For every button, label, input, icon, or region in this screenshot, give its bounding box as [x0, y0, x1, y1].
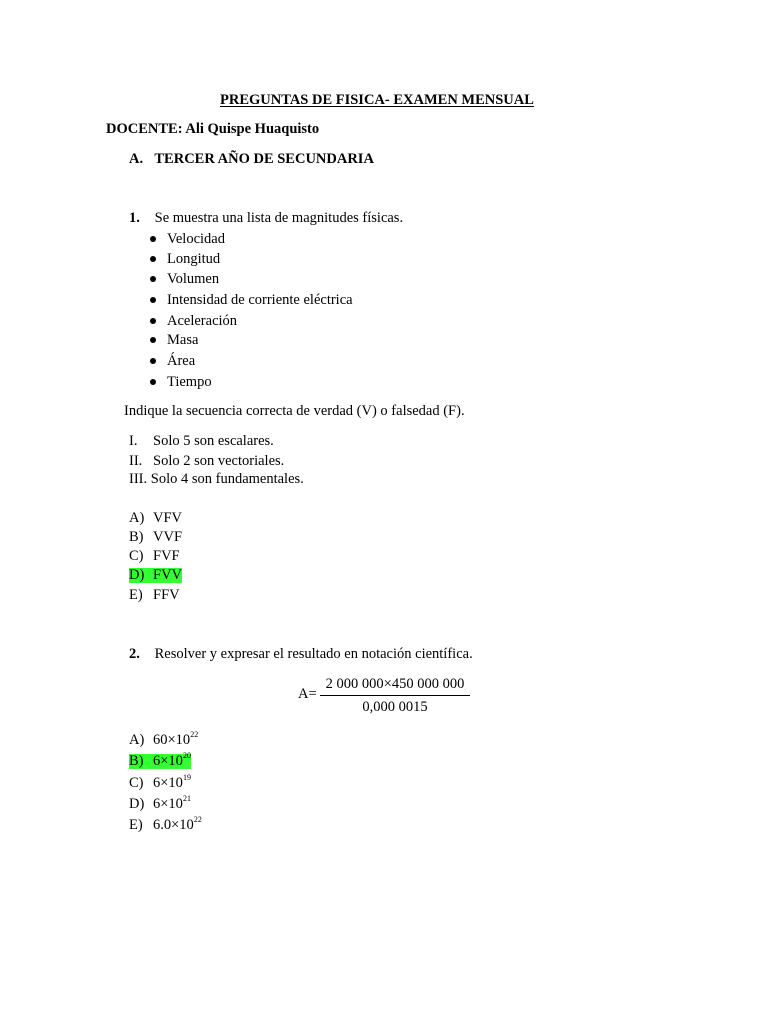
answer-option-highlighted — [129, 751, 191, 769]
list-item-text: Tiempo — [167, 374, 212, 390]
option-label: A) — [129, 510, 145, 526]
option-base: 6×10 — [153, 796, 183, 812]
proposition-row — [129, 434, 274, 449]
page-title: PREGUNTAS DE FISICA- EXAMEN MENSUAL — [220, 92, 534, 108]
section-title: TERCER AÑO DE SECUNDARIA — [154, 151, 374, 167]
proposition-text: Solo 4 son fundamentales. — [150, 471, 304, 487]
option-label: B) — [129, 753, 144, 769]
option-text: FFV — [153, 587, 180, 603]
list-item — [150, 333, 198, 348]
question-2-statement — [129, 647, 473, 662]
option-text: VFV — [153, 510, 183, 526]
proposition-label: II. — [129, 453, 143, 469]
question-number: 1. — [129, 210, 140, 226]
proposition-text: Solo 5 son escalares. — [153, 433, 274, 449]
bullet-icon — [150, 236, 156, 242]
proposition-row — [129, 472, 304, 487]
option-exponent: 22 — [193, 815, 202, 824]
list-item-text: Volumen — [167, 271, 220, 287]
question-text: Resolver y expresar el resultado en notación científica. — [154, 646, 473, 662]
option-base: 60×10 — [153, 732, 191, 748]
option-text: VVF — [153, 529, 183, 545]
option-label: A) — [129, 732, 145, 748]
proposition-label: I. — [129, 433, 138, 449]
docente-name: Ali Quispe Huaquisto — [185, 121, 320, 137]
docente-label: DOCENTE: — [106, 121, 183, 137]
list-item-text: Masa — [167, 332, 199, 348]
formula-denominator: 0,000 0015 — [362, 699, 428, 715]
list-item-text: Longitud — [167, 251, 221, 267]
answer-option — [129, 794, 191, 812]
option-label: D) — [129, 796, 145, 812]
list-item — [150, 272, 219, 287]
bullet-icon — [150, 276, 156, 282]
answer-option — [129, 815, 202, 833]
list-item — [150, 354, 195, 369]
list-item — [150, 232, 225, 247]
question-number: 2. — [129, 646, 140, 662]
answer-option — [129, 530, 182, 545]
option-exponent: 21 — [182, 794, 191, 803]
option-base: 6×10 — [153, 775, 183, 791]
fraction-bar — [320, 695, 470, 696]
proposition-row — [129, 454, 284, 469]
question-1-statement — [129, 211, 403, 226]
option-base: 6×10 — [153, 753, 183, 769]
list-item — [150, 314, 237, 329]
docente-line — [106, 122, 319, 137]
option-text: FVF — [153, 548, 180, 564]
proposition-text: Solo 2 son vectoriales. — [153, 453, 285, 469]
formula-numerator: 2 000 000×450 000 000 — [325, 676, 465, 692]
option-base: 6.0×10 — [153, 817, 194, 833]
section-letter: A. — [129, 151, 144, 167]
answer-option — [129, 511, 182, 526]
option-label: C) — [129, 775, 144, 791]
list-item — [150, 375, 212, 390]
option-label: D) — [129, 567, 145, 583]
bullet-icon — [150, 297, 156, 303]
option-exponent: 19 — [182, 773, 191, 782]
bullet-icon — [150, 318, 156, 324]
option-label: B) — [129, 529, 144, 545]
proposition-label: III. — [129, 471, 148, 487]
option-label: E) — [129, 587, 143, 603]
bullet-icon — [150, 379, 156, 385]
answer-option — [129, 730, 199, 748]
list-item-text: Aceleración — [167, 313, 238, 329]
answer-option-highlighted — [129, 568, 182, 583]
list-item-text: Intensidad de corriente eléctrica — [167, 292, 353, 308]
answer-option — [129, 588, 180, 603]
formula-prefix: A= — [298, 686, 317, 702]
answer-option — [129, 773, 191, 791]
bullet-icon — [150, 337, 156, 343]
option-text: FVV — [153, 567, 183, 583]
bullet-icon — [150, 358, 156, 364]
question-text: Se muestra una lista de magnitudes físicas. — [154, 210, 404, 226]
list-item — [150, 293, 353, 308]
question-1-instruction: Indique la secuencia correcta de verdad (V) o falsedad (F). — [124, 403, 465, 419]
option-exponent: 22 — [190, 730, 199, 739]
bullet-icon — [150, 256, 156, 262]
option-label: C) — [129, 548, 144, 564]
list-item-text: Área — [167, 353, 196, 369]
list-item-text: Velocidad — [167, 231, 225, 247]
option-label: E) — [129, 817, 143, 833]
list-item — [150, 252, 220, 267]
answer-option — [129, 549, 180, 564]
option-exponent: 20 — [182, 751, 191, 760]
section-heading — [129, 152, 374, 167]
formula — [298, 675, 478, 719]
